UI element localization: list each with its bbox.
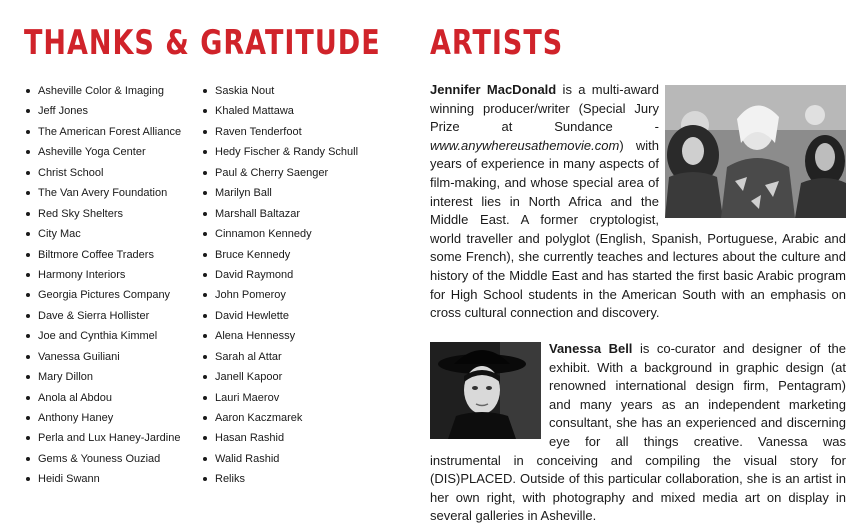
thanks-list-item: David Raymond bbox=[202, 265, 358, 285]
thanks-list-item: Mary Dillon bbox=[25, 367, 181, 387]
thanks-list-item: Janell Kapoor bbox=[202, 367, 358, 387]
thanks-list-item: Vanessa Guiliani bbox=[25, 347, 181, 367]
thanks-list-item: Hedy Fischer & Randy Schull bbox=[202, 142, 358, 162]
website-link[interactable]: www.anywhereusathemovie.com bbox=[430, 137, 620, 153]
thanks-list-item: John Pomeroy bbox=[202, 285, 358, 305]
thanks-list-item: Asheville Color & Imaging bbox=[25, 81, 181, 101]
thanks-list-item: David Hewlette bbox=[202, 306, 358, 326]
thanks-list-item: Walid Rashid bbox=[202, 449, 358, 469]
thanks-list-item: Perla and Lux Haney-Jardine bbox=[25, 428, 181, 448]
bio-text: is co-curator and designer of the exhibit. With a background in graphic design (at renowned international design firm, Pentagram) and many years as an independent marketing consultant, she has an experienced and discerning eye for all things creative. Vanessa was instrumental in conceiving and compiling the visual story for (DIS)PLACED. Outside of this particular collaboration, she is an artist in her own right, with photography and mixed media art on display in several galleries in Asheville. bbox=[430, 341, 846, 524]
vanessa-bell-photo bbox=[430, 342, 541, 439]
thanks-list-item: The Van Avery Foundation bbox=[25, 183, 181, 203]
thanks-list-item: Bruce Kennedy bbox=[202, 245, 358, 265]
thanks-list-item: Sarah al Attar bbox=[202, 347, 358, 367]
artist-bio-jennifer-macdonald bbox=[430, 81, 846, 323]
thanks-list-column-2 bbox=[202, 81, 358, 490]
thanks-list-item: Dave & Sierra Hollister bbox=[25, 306, 181, 326]
thanks-list-item: Hasan Rashid bbox=[202, 428, 358, 448]
thanks-list-item: Lauri Maerov bbox=[202, 388, 358, 408]
thanks-list-item: Anola al Abdou bbox=[25, 388, 181, 408]
artist-name: Vanessa Bell bbox=[549, 341, 633, 356]
thanks-list-item: Red Sky Shelters bbox=[25, 204, 181, 224]
thanks-list-item: Christ School bbox=[25, 163, 181, 183]
artist-name: Jennifer MacDonald bbox=[430, 82, 557, 97]
thanks-list-item: Paul & Cherry Saenger bbox=[202, 163, 358, 183]
thanks-list-column-1 bbox=[25, 81, 181, 490]
artist-bio-vanessa-bell bbox=[430, 340, 846, 526]
thanks-list-item: Joe and Cynthia Kimmel bbox=[25, 326, 181, 346]
thanks-list-item: Reliks bbox=[202, 469, 358, 489]
thanks-list-item: Marilyn Ball bbox=[202, 183, 358, 203]
thanks-list-item: Georgia Pictures Company bbox=[25, 285, 181, 305]
thanks-list-item: Anthony Haney bbox=[25, 408, 181, 428]
thanks-list-item: Gems & Youness Ouziad bbox=[25, 449, 181, 469]
artists-heading: ARTISTS bbox=[430, 24, 564, 63]
bio-text: is a multi-award winning producer/writer (Special Jury Prize at Sundance - bbox=[430, 82, 659, 135]
thanks-list-item: Saskia Nout bbox=[202, 81, 358, 101]
thanks-list-item: Raven Tenderfoot bbox=[202, 122, 358, 142]
thanks-list-item: The American Forest Alliance bbox=[25, 122, 181, 142]
thanks-list-item: Asheville Yoga Center bbox=[25, 142, 181, 162]
thanks-list-item: Harmony Interiors bbox=[25, 265, 181, 285]
thanks-list-item: Biltmore Coffee Traders bbox=[25, 245, 181, 265]
thanks-list-item: Marshall Baltazar bbox=[202, 204, 358, 224]
bio-text: ) with years of experience in many aspects of film-making, and whose special area of interest lies in North Africa and the Middle East. A former cryptologist, world traveller and polyglot (English, Spanish, Portuguese, Arabic and some French), she currently teaches and lectures about the culture and history of the Middle East and has started the first basic Arabic program for High School students in the American South with an emphasis on cross cultural connection and discovery. bbox=[430, 137, 846, 321]
thanks-list-item: Heidi Swann bbox=[25, 469, 181, 489]
jennifer-macdonald-photo bbox=[665, 85, 846, 218]
thanks-list-item: City Mac bbox=[25, 224, 181, 244]
thanks-list-item: Alena Hennessy bbox=[202, 326, 358, 346]
thanks-list-item: Aaron Kaczmarek bbox=[202, 408, 358, 428]
thanks-list-item: Khaled Mattawa bbox=[202, 101, 358, 121]
thanks-gratitude-heading: THANKS & GRATITUDE bbox=[24, 24, 381, 63]
thanks-list-item: Jeff Jones bbox=[25, 101, 181, 121]
thanks-list-item: Cinnamon Kennedy bbox=[202, 224, 358, 244]
